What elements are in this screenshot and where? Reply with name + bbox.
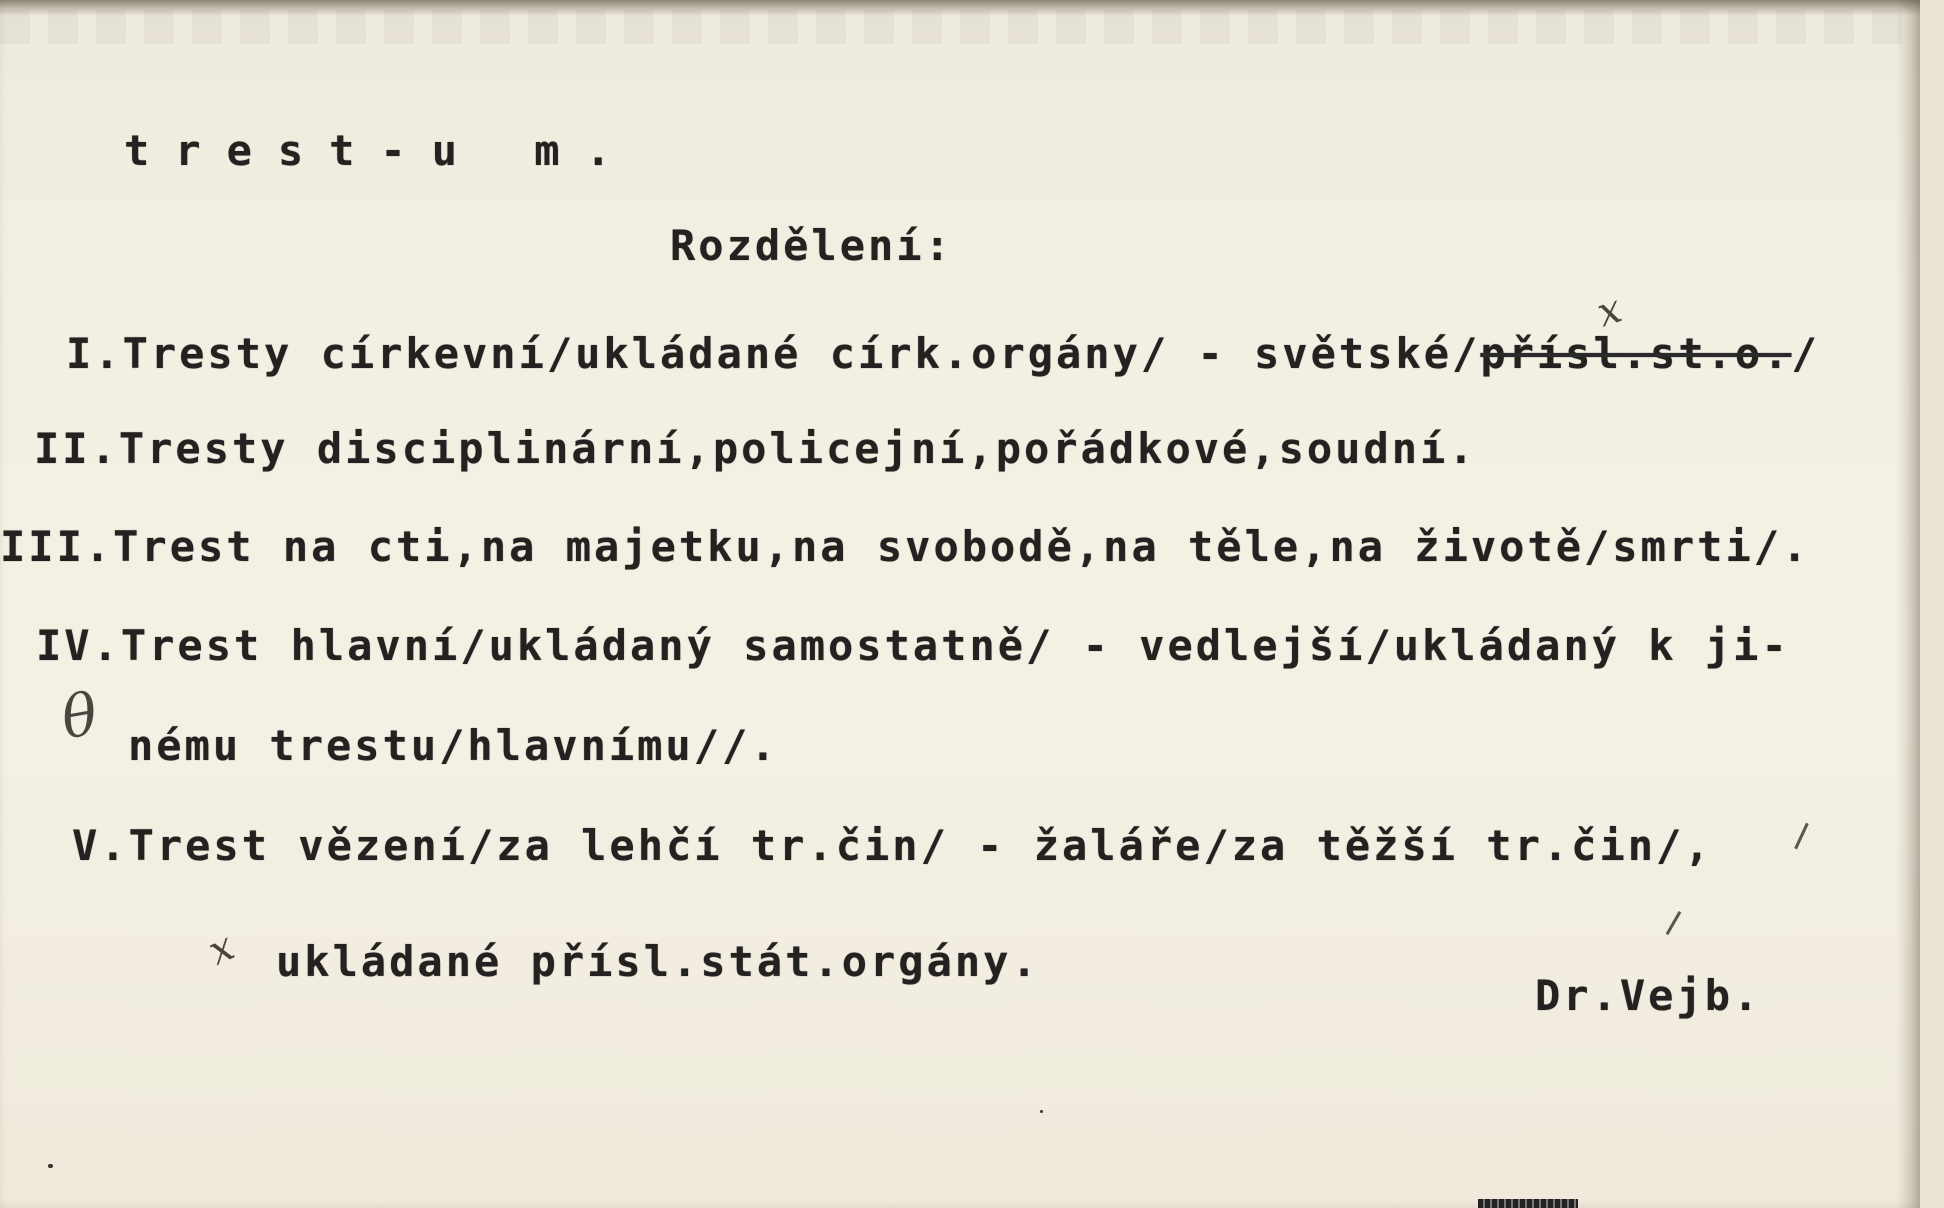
struck-text: přísl.st.o. xyxy=(1480,329,1792,378)
item-line-1 xyxy=(66,330,1820,378)
item-line-4-continuation: nému trestu/hlavnímu//. xyxy=(128,721,779,770)
handwritten-mark-3: x xyxy=(201,923,242,975)
handwritten-mark-2: θ xyxy=(56,679,103,753)
handwritten-mark-1: x xyxy=(1591,285,1628,337)
ink-speck xyxy=(48,1164,53,1168)
ink-speck xyxy=(1040,1110,1043,1113)
footnote-line: ukládané přísl.stát.orgány. xyxy=(276,937,1040,986)
item-line-5: V.Trest vězení/za lehčí tr.čin/ - žaláře/za těžší tr.čin/, xyxy=(72,821,1713,870)
pencil-stroke xyxy=(1794,823,1809,850)
document-header: trest-u m. xyxy=(124,126,637,175)
item-line-4: IV.Trest hlavní/ukládaný samostatně/ - vedlejší/ukládaný k ji- xyxy=(36,621,1790,670)
signature: Dr.Vejb. xyxy=(1535,971,1762,1020)
bleed-through-text xyxy=(0,10,1920,44)
item-line-1-suffix: / xyxy=(1791,329,1820,378)
scan-artifact xyxy=(1478,1199,1578,1208)
section-heading: Rozdělení: xyxy=(670,221,953,270)
item-line-1-text: I.Tresty církevní/ukládané círk.orgány/ - světské/ xyxy=(66,329,1481,378)
page-right-edge xyxy=(1896,0,1920,1208)
item-line-2: II.Tresty disciplinární,policejní,pořádkové,soudní. xyxy=(34,424,1477,473)
pencil-stroke xyxy=(1666,911,1682,935)
item-line-3: III.Trest na cti,na majetku,na svobodě,na těle,na životě/smrti/. xyxy=(0,522,1811,571)
